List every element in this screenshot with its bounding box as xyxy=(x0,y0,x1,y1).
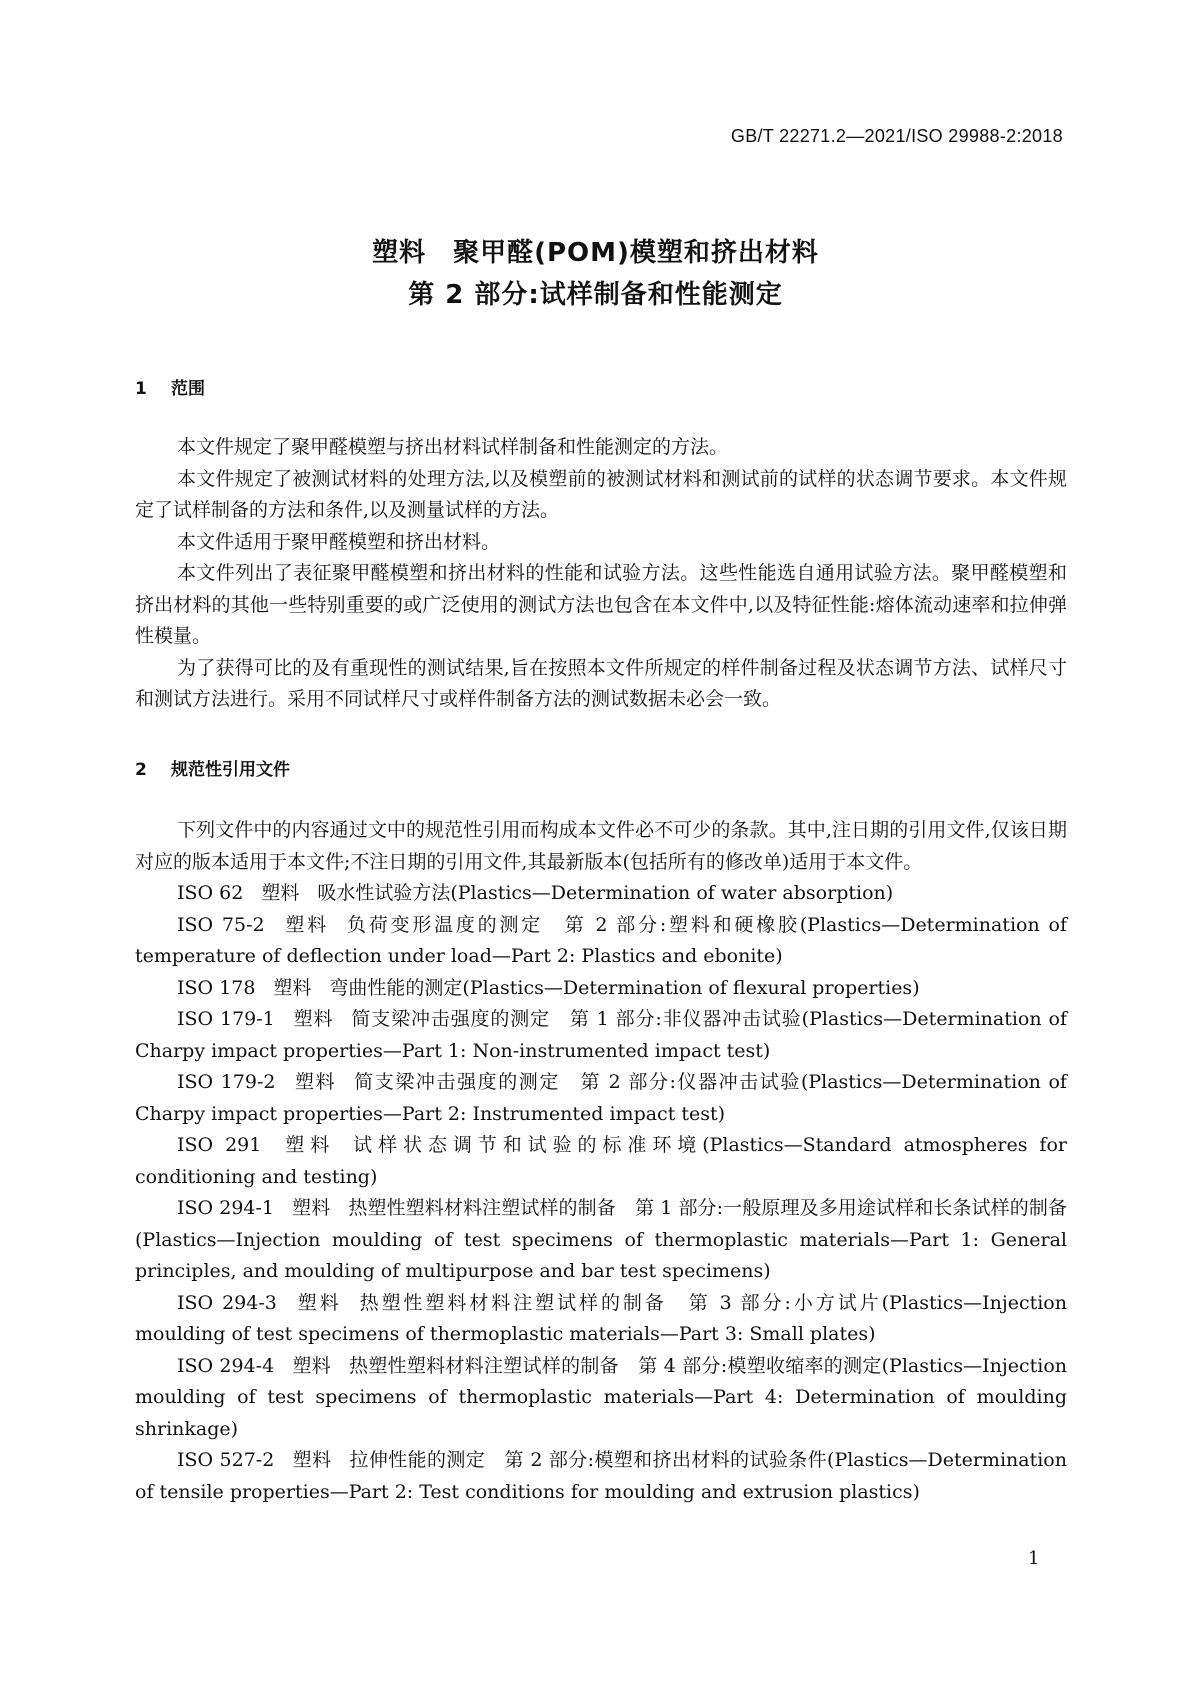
reference-item xyxy=(135,1193,1067,1288)
reference-item xyxy=(135,1004,1067,1067)
reference-title: 负荷变形温度的测定 第 2 部分:塑料和硬橡胶(Plastics—Determination of temperature of deflection under load—Part 2: Plastics and ebonite) xyxy=(135,913,1067,967)
reference-category: 塑料 xyxy=(261,882,300,904)
section-number: 2 xyxy=(135,760,147,780)
section-number: 1 xyxy=(135,379,147,399)
reference-item xyxy=(135,910,1067,973)
reference-code: ISO 294-3 xyxy=(177,1291,277,1314)
reference-item xyxy=(135,1067,1067,1130)
reference-title: 简支梁冲击强度的测定 第 1 部分:非仪器冲击试验(Plastics—Determination of Charpy impact properties—Part 1: Non-instrumented impact test) xyxy=(135,1008,1067,1062)
reference-title: 吸水性试验方法(Plastics—Determination of water absorption) xyxy=(317,882,894,904)
paragraph: 本文件规定了聚甲醛模塑与挤出材料试样制备和性能测定的方法。 xyxy=(177,436,729,458)
reference-category: 塑料 xyxy=(273,976,312,999)
reference-code: ISO 62 xyxy=(177,882,244,904)
section-title: 规范性引用文件 xyxy=(171,760,290,780)
reference-code: ISO 527-2 xyxy=(177,1449,275,1471)
document-title: 塑料 聚甲醛(POM)模塑和挤出材料 xyxy=(372,238,819,268)
reference-title: 拉伸性能的测定 第 2 部分:模塑和挤出材料的试验条件(Plastics—Determination of tensile properties—Part 2: Test conditions for moulding and extrusion plastics) xyxy=(135,1449,1067,1503)
paragraph: 下列文件中的内容通过文中的规范性引用而构成本文件必不可少的条款。其中,注日期的引用文件,仅该日期对应的版本适用于本文件;不注日期的引用文件,其最新版本(包括所有的修改单)适用于本文件。 xyxy=(135,819,1067,873)
reference-category: 塑料 xyxy=(292,1008,334,1030)
reference-category: 塑料 xyxy=(293,1071,337,1093)
reference-item xyxy=(135,1445,1067,1508)
standard-code-header: GB/T 22271.2—2021/ISO 29988-2:2018 xyxy=(730,126,1063,146)
reference-title: 热塑性塑料材料注塑试样的制备 第 3 部分:小方试片(Plastics—Injection moulding of test specimens of thermoplastic materials—Part 3: Small plates) xyxy=(135,1291,1067,1345)
reference-category: 塑料 xyxy=(279,1134,336,1156)
reference-code: ISO 291 xyxy=(177,1134,262,1156)
reference-code: ISO 294-1 xyxy=(177,1197,275,1219)
reference-category: 塑料 xyxy=(282,913,329,936)
reference-code: ISO 75-2 xyxy=(177,913,265,936)
page-number: 1 xyxy=(1028,1548,1040,1569)
reference-title: 弯曲性能的测定(Plastics—Determination of flexural properties) xyxy=(329,976,920,999)
section-title: 范围 xyxy=(171,379,205,399)
reference-category: 塑料 xyxy=(292,1449,332,1471)
section-heading-scope xyxy=(135,374,205,399)
reference-list xyxy=(135,878,1067,1508)
reference-category: 塑料 xyxy=(292,1197,331,1219)
reference-title: 热塑性塑料材料注塑试样的制备 第 4 部分:模塑收缩率的测定(Plastics—Injection moulding of test specimens of thermoplastic materials—Part 4: Determination of moulding shrinkage) xyxy=(135,1354,1067,1440)
reference-item xyxy=(135,1130,1067,1193)
reference-title: 热塑性塑料材料注塑试样的制备 第 1 部分:一般原理及多用途试样和长条试样的制备(Plastics—Injection moulding of test specimens of thermoplastic materials—Part 1: General principles, and moulding of multipurpose and bar test specimens) xyxy=(135,1197,1067,1282)
paragraph: 本文件列出了表征聚甲醛模塑和挤出材料的性能和试验方法。这些性能选自通用试验方法。聚甲醛模塑和挤出材料的其他一些特别重要的或广泛使用的测试方法也包含在本文件中,以及特征性能:熔体流动速率和拉伸弹性模量。 xyxy=(135,562,1067,647)
section-references-body xyxy=(135,815,1067,1508)
reference-item xyxy=(135,878,1067,910)
document-subtitle: 第 2 部分:试样制备和性能测定 xyxy=(408,280,783,310)
paragraph: 为了获得可比的及有重现性的测试结果,旨在按照本文件所规定的样件制备过程及状态调节方法、试样尺寸和测试方法进行。采用不同试样尺寸或样件制备方法的测试数据未必会一致。 xyxy=(135,656,1067,710)
reference-code: ISO 179-1 xyxy=(177,1008,275,1030)
reference-title: 试样状态调节和试验的标准环境(Plastics—Standard atmospheres for conditioning and testing) xyxy=(135,1134,1067,1188)
section-scope-body xyxy=(135,432,1067,716)
reference-category: 塑料 xyxy=(292,1354,332,1377)
paragraph: 本文件适用于聚甲醛模塑和挤出材料。 xyxy=(177,530,501,553)
reference-code: ISO 178 xyxy=(177,976,256,999)
reference-category: 塑料 xyxy=(294,1291,342,1314)
reference-item xyxy=(135,1288,1067,1351)
reference-title: 简支梁冲击强度的测定 第 2 部分:仪器冲击试验(Plastics—Determination of Charpy impact properties—Part 2: Instrumented impact test) xyxy=(135,1071,1067,1125)
reference-item xyxy=(135,1351,1067,1446)
paragraph: 本文件规定了被测试材料的处理方法,以及模塑前的被测试材料和测试前的试样的状态调节要求。本文件规定了试样制备的方法和条件,以及测量试样的方法。 xyxy=(135,467,1067,521)
reference-code: ISO 294-4 xyxy=(177,1354,275,1377)
section-heading-normative-references xyxy=(135,755,290,780)
reference-code: ISO 179-2 xyxy=(177,1071,276,1093)
reference-item xyxy=(135,973,1067,1005)
